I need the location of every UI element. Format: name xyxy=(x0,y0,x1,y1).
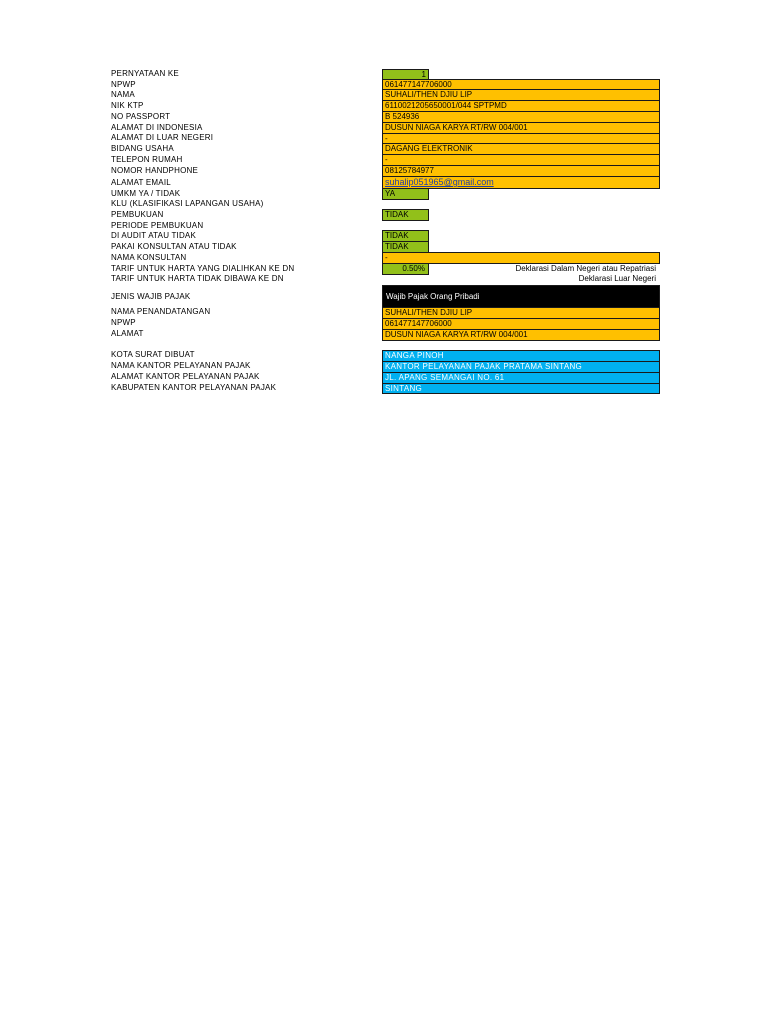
label-pembukuan: PEMBUKUAN xyxy=(111,210,164,219)
label-tarif-dialihkan: TARIF UNTUK HARTA YANG DIALIHKAN KE DN xyxy=(111,264,295,273)
label-bidang-usaha: BIDANG USAHA xyxy=(111,144,174,153)
label-alamat-luar-negeri: ALAMAT DI LUAR NEGERI xyxy=(111,133,214,142)
label-alamat-kpp: ALAMAT KANTOR PELAYANAN PAJAK xyxy=(111,372,260,381)
cell-alamat-luar-negeri[interactable]: - xyxy=(382,133,660,144)
cell-npwp[interactable]: 061477147706000 xyxy=(382,79,660,90)
label-nomor-handphone: NOMOR HANDPHONE xyxy=(111,166,199,175)
cell-alamat-kpp[interactable]: JL. APANG SEMANGAI NO. 61 xyxy=(382,372,660,384)
cell-nik-ktp[interactable]: 6110021205650001/044 SPTPMD xyxy=(382,100,660,112)
cell-umkm[interactable]: YA xyxy=(382,188,429,200)
cell-no-passport[interactable]: B 524936 xyxy=(382,111,660,123)
cell-bidang-usaha[interactable]: DAGANG ELEKTRONIK xyxy=(382,143,660,155)
cell-diaudit[interactable]: TIDAK xyxy=(382,230,429,242)
label-kabupaten-kpp: KABUPATEN KANTOR PELAYANAN PAJAK xyxy=(111,383,277,392)
label-tarif-tidak-dibawa: TARIF UNTUK HARTA TIDAK DIBAWA KE DN xyxy=(111,274,284,283)
label-alamat-indonesia: ALAMAT DI INDONESIA xyxy=(111,123,203,132)
label-nama: NAMA xyxy=(111,90,135,99)
label-jenis-wajib-pajak: JENIS WAJIB PAJAK xyxy=(111,292,191,301)
deklarasi-dalam-negeri-text: Deklarasi Dalam Negeri atau Repatriasi xyxy=(515,264,656,273)
label-nama-penandatangan: NAMA PENANDATANGAN xyxy=(111,307,211,316)
cell-nama-penandatangan[interactable]: SUHALI/THEN DJIU LIP xyxy=(382,307,660,319)
label-nik-ktp: NIK KTP xyxy=(111,101,144,110)
label-alamat-penandatangan: ALAMAT xyxy=(111,329,144,338)
label-diaudit: DI AUDIT ATAU TIDAK xyxy=(111,231,197,240)
label-npwp: NPWP xyxy=(111,80,136,89)
label-nama-kpp: NAMA KANTOR PELAYANAN PAJAK xyxy=(111,361,251,370)
label-umkm: UMKM YA / TIDAK xyxy=(111,189,181,198)
label-klu: KLU (KLASIFIKASI LAPANGAN USAHA) xyxy=(111,199,264,208)
cell-kabupaten-kpp[interactable]: SINTANG xyxy=(382,383,660,394)
deklarasi-luar-negeri-text: Deklarasi Luar Negeri xyxy=(578,274,656,283)
label-alamat-email: ALAMAT EMAIL xyxy=(111,178,171,187)
cell-nama-konsultan[interactable]: - xyxy=(382,252,660,264)
cell-alamat-penandatangan[interactable]: DUSUN NIAGA KARYA RT/RW 004/001 xyxy=(382,329,660,341)
email-link[interactable]: suhalip051965@gmail.com xyxy=(382,176,660,189)
cell-alamat-indonesia[interactable]: DUSUN NIAGA KARYA RT/RW 004/001 xyxy=(382,122,660,134)
label-pakai-konsultan: PAKAI KONSULTAN ATAU TIDAK xyxy=(111,242,237,251)
label-telepon-rumah: TELEPON RUMAH xyxy=(111,155,183,164)
cell-tarif-dialihkan[interactable]: 0.50% xyxy=(382,263,429,275)
cell-telepon-rumah[interactable]: - xyxy=(382,154,660,166)
cell-pernyataan-ke[interactable]: 1 xyxy=(382,69,429,80)
cell-nomor-handphone[interactable]: 08125784977 xyxy=(382,165,660,177)
cell-kota-surat[interactable]: NANGA PINOH xyxy=(382,350,660,362)
cell-nama-kpp[interactable]: KANTOR PELAYANAN PAJAK PRATAMA SINTANG xyxy=(382,361,660,373)
cell-nama[interactable]: SUHALI/THEN DJIU LIP xyxy=(382,89,660,101)
label-no-passport: NO PASSPORT xyxy=(111,112,171,121)
label-pernyataan-ke: PERNYATAAN KE xyxy=(111,69,179,78)
label-nama-konsultan: NAMA KONSULTAN xyxy=(111,253,187,262)
cell-pembukuan[interactable]: TIDAK xyxy=(382,209,429,221)
cell-npwp-penandatangan[interactable]: 061477147706000 xyxy=(382,318,660,330)
label-periode-pembukuan: PERIODE PEMBUKUAN xyxy=(111,221,204,230)
cell-pakai-konsultan[interactable]: TIDAK xyxy=(382,241,429,253)
cell-jenis-wajib-pajak[interactable]: Wajib Pajak Orang Pribadi xyxy=(382,285,660,308)
label-npwp-penandatangan: NPWP xyxy=(111,318,136,327)
label-kota-surat: KOTA SURAT DIBUAT xyxy=(111,350,195,359)
